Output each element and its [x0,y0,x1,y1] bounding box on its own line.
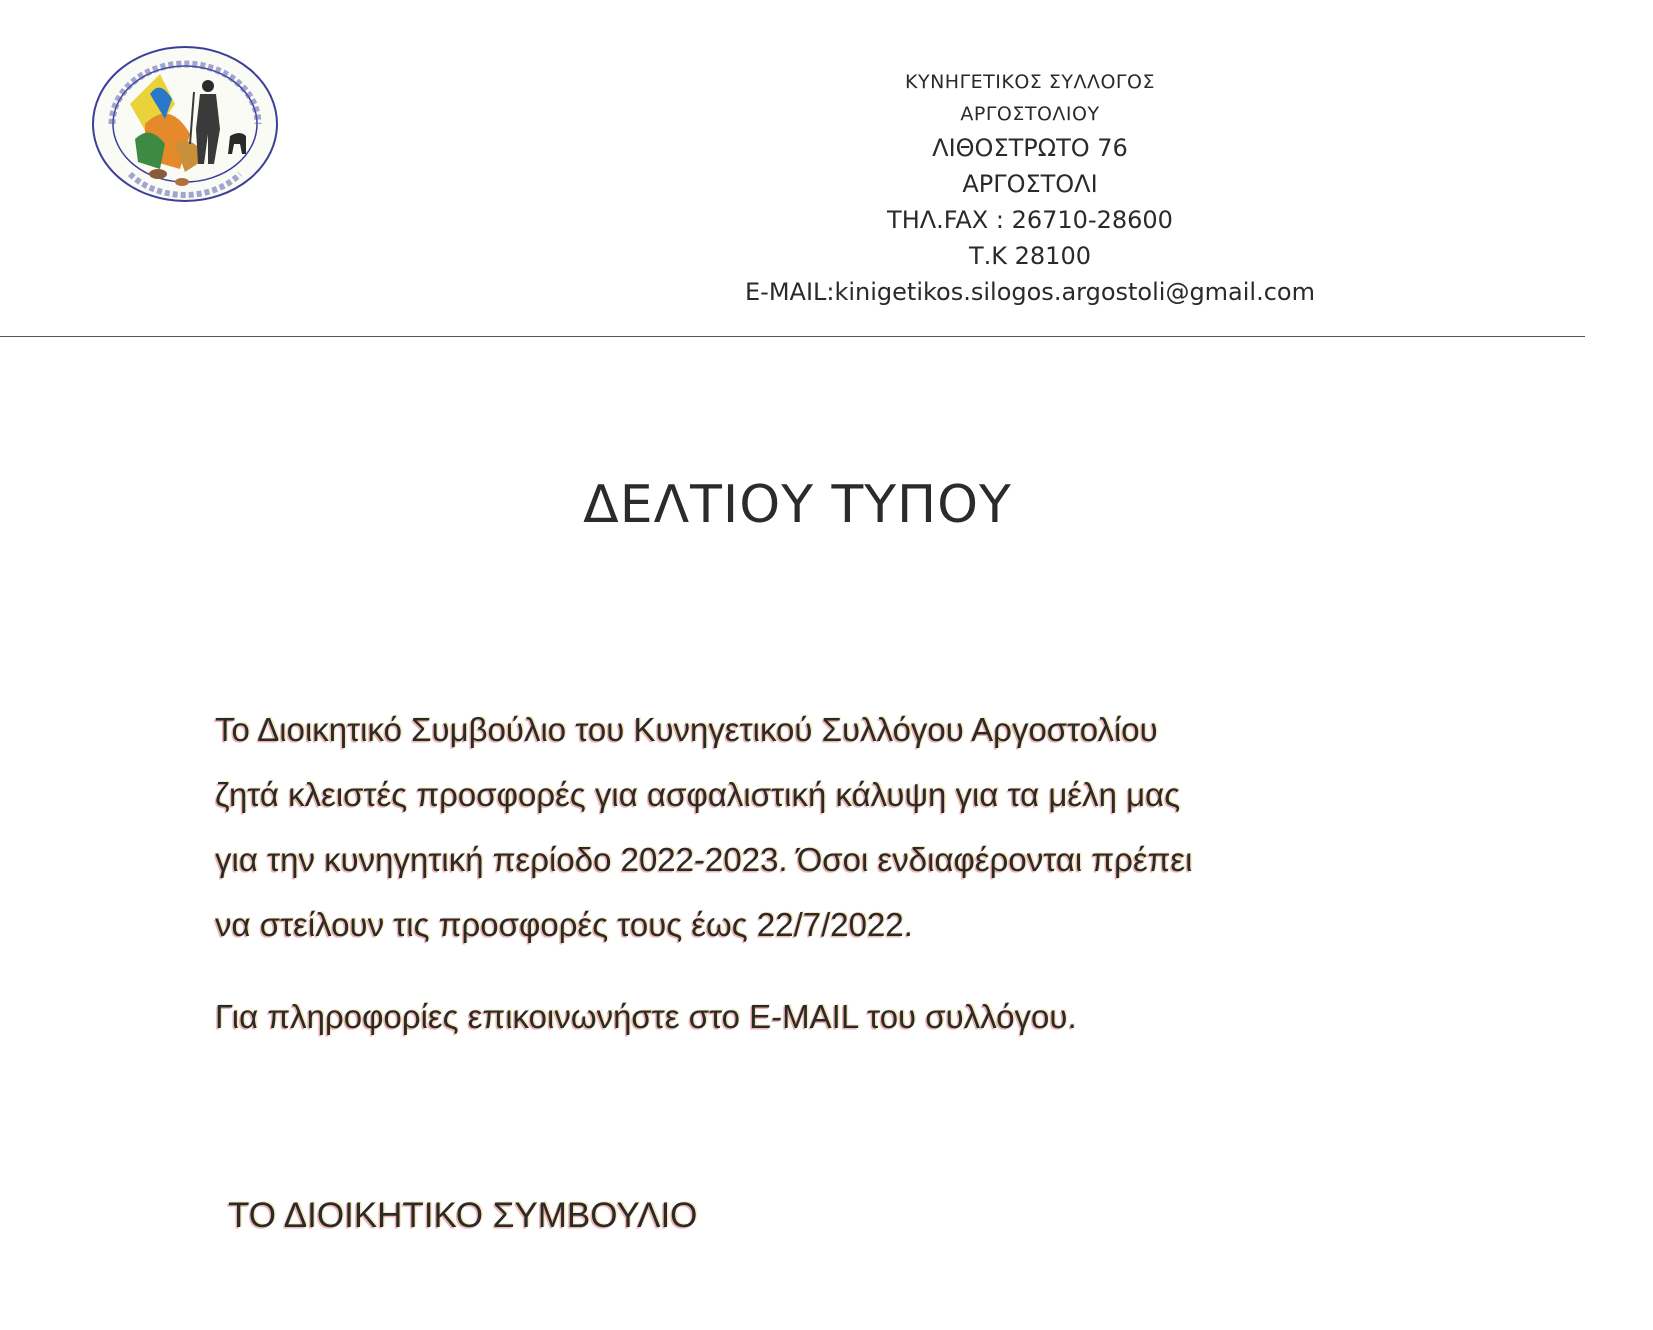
body-line: Το Διοικητικό Συμβούλιο του Κυνηγετικού Συλλόγου Αργοστολίου [215,711,1158,748]
header-divider [0,336,1585,337]
document-title: ΔΕΛΤΙΟΥ ΤΥΠΟΥ [583,475,1012,535]
email-address: E-MAIL:kinigetikos.silogos.argostoli@gmail.com [745,278,1315,306]
postal-code: Τ.Κ 28100 [968,242,1091,270]
org-name-line2: ΑΡΓΟΣΤΟΛΙΟΥ [960,103,1100,125]
body-line: για την κυνηγητική περίοδο 2022-2023. Όσοι ενδιαφέρονται πρέπει [215,841,1193,878]
letterhead [720,66,1340,310]
phone-fax: ΤΗΛ.FAX : 26710-28600 [887,206,1173,234]
street-address: ΛΙΘΟΣΤΡΩΤΟ 76 [932,134,1128,162]
body-line: ζητά κλειστές προσφορές για ασφαλιστική κάλυψη για τα μέλη μας [215,776,1181,813]
contact-info-line: Για πληροφορίες επικοινωνήστε στο E-MAIL του συλλόγου. [215,998,1077,1035]
body-line: να στείλουν τις προσφορές τους έως 22/7/2022. [215,906,913,943]
body-paragraph [215,697,1415,957]
city: ΑΡΓΟΣΤΟΛΙ [962,170,1098,198]
signature-line: ΤΟ ΔΙΟΙΚΗΤΙΚΟ ΣΥΜΒΟΥΛΙΟ [228,1196,698,1235]
club-logo [90,44,280,204]
org-name-line1: ΚΥΝΗΓΕΤΙΚΟΣ ΣΥΛΛΟΓΟΣ [905,71,1155,93]
hunting-club-seal-icon [90,44,280,204]
